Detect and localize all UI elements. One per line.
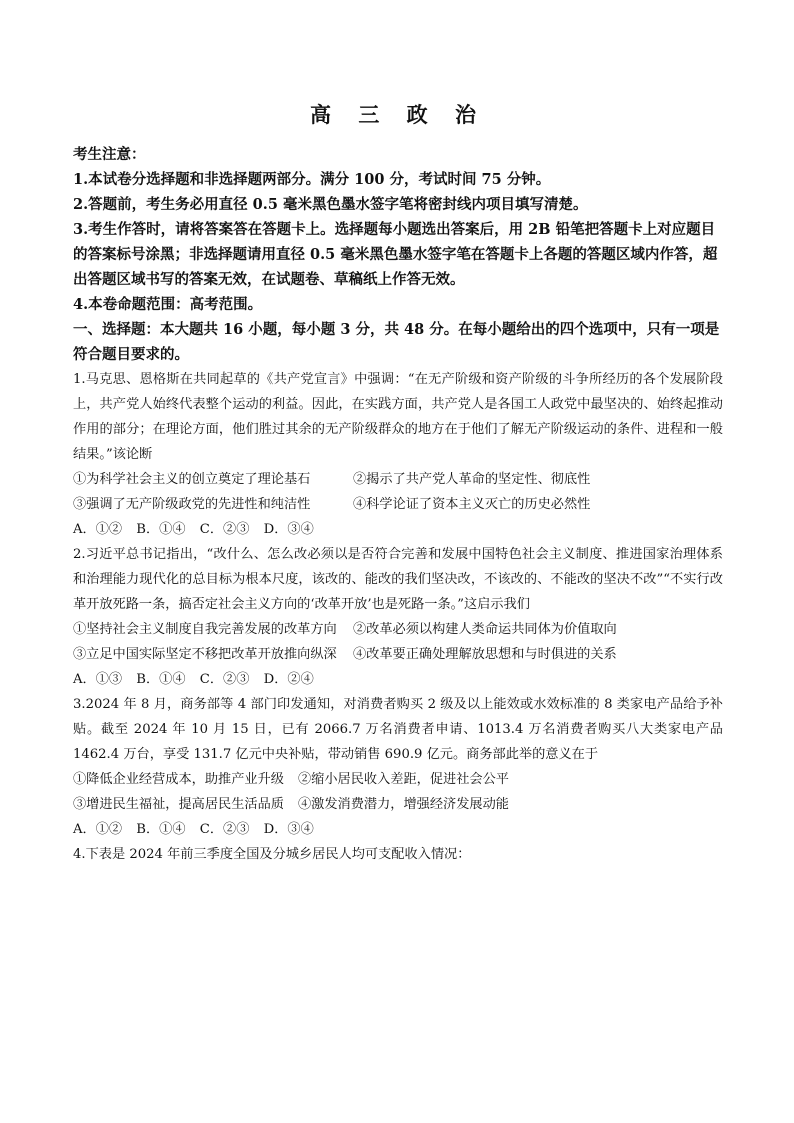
answer-choices <box>73 817 723 842</box>
answer-choices <box>73 667 723 692</box>
option-row <box>73 642 723 667</box>
option-row <box>73 792 723 817</box>
question-stem: 4.下表是 2024 年前三季度全国及分城乡居民人均可支配收入情况： <box>73 847 471 862</box>
option-2: ②揭示了共产党人革命的坚定性、彻底性 <box>353 472 591 487</box>
question-stem: 3.2024 年 8 月，商务部等 4 部门印发通知，对消费者购买 2 级及以上能效或水效标准的 8 类家电产品给予补贴。截至 2024 年 10 月 15 日，已有 2066.7 万名消费者申请、1013.4 万名消费者购买八大类家电产品 1462.4 万台，享受 131.7 亿元中央补贴，带动销售 690.9 亿元。商务部此举的意义在于 <box>73 697 723 762</box>
answer-a: A．①② <box>73 522 123 537</box>
option-4: ④科学论证了资本主义灭亡的历史必然性 <box>353 497 591 512</box>
notice-section <box>73 142 723 317</box>
option-4: ④激发消费潜力，增强经济发展动能 <box>298 797 509 812</box>
page-title: 高 三 政 治 <box>310 102 486 127</box>
option-3: ③增进民生福祉，提高居民生活品质 <box>73 797 284 812</box>
option-row <box>73 617 723 642</box>
option-1: ①为科学社会主义的创立奠定了理论基石 <box>73 472 311 487</box>
question-stem: 2.习近平总书记指出，“改什么、怎么改必须以是否符合完善和发展中国特色社会主义制度、推进国家治理体系和治理能力现代化的总目标为根本尺度，该改的、能改的我们坚决改，不该改的、不能改的坚决不改”“不实行改革开放死路一条，搞否定社会主义方向的‘改革开放’也是死路一条。”这启示我们 <box>73 547 723 612</box>
answer-a: A．①③ <box>73 672 123 687</box>
answer-b: B．①④ <box>136 672 186 687</box>
answer-c: C．②③ <box>199 522 250 537</box>
answer-choices <box>73 517 723 542</box>
option-3: ③立足中国实际坚定不移把改革开放推向纵深 <box>73 647 337 662</box>
option-1: ①降低企业经营成本，助推产业升级 <box>73 772 284 787</box>
notice-item: 2.答题前，考生务必用直径 0.5 毫米黑色墨水签字笔将密封线内项目填写清楚。 <box>73 196 588 213</box>
option-4: ④改革要正确处理解放思想和与时俱进的关系 <box>353 647 617 662</box>
option-row <box>73 467 723 492</box>
answer-d: D．③④ <box>263 822 314 837</box>
option-2: ②缩小居民收入差距，促进社会公平 <box>298 772 509 787</box>
option-row <box>73 492 723 517</box>
option-3: ③强调了无产阶级政党的先进性和纯洁性 <box>73 497 311 512</box>
answer-d: D．②④ <box>263 672 314 687</box>
exam-page <box>73 100 723 867</box>
notice-item: 4.本卷命题范围：高考范围。 <box>73 296 263 313</box>
notice-heading: 考生注意： <box>73 146 146 163</box>
answer-c: C．②③ <box>199 822 250 837</box>
answer-a: A．①② <box>73 822 123 837</box>
option-row <box>73 767 723 792</box>
question-stem: 1.马克思、恩格斯在共同起草的《共产党宣言》中强调：“在无产阶级和资产阶级的斗争所经历的各个发展阶段上，共产党人始终代表整个运动的利益。因此，在实践方面，共产党人是各国工人政党中最坚决的、始终起推动作用的部分；在理论方面，他们胜过其余的无产阶级群众的地方在于他们了解无产阶级运动的条件、进程和一般结果。”该论断 <box>73 372 723 462</box>
notice-item: 1.本试卷分选择题和非选择题两部分。满分 100 分，考试时间 75 分钟。 <box>73 171 551 188</box>
notice-item: 3.考生作答时，请将答案答在答题卡上。选择题每小题选出答案后，用 2B 铅笔把答题卡上对应题目的答案标号涂黑；非选择题请用直径 0.5 毫米黑色墨水签字笔在答题卡上各题的答题区域内作答，超出答题区域书写的答案无效，在试题卷、草稿纸上作答无效。 <box>73 221 718 288</box>
section-heading: 一、选择题：本大题共 16 小题，每小题 3 分，共 48 分。在每小题给出的四个选项中，只有一项是符合题目要求的。 <box>73 321 720 363</box>
answer-b: B．①④ <box>136 522 186 537</box>
question-4 <box>73 842 723 867</box>
option-2: ②改革必须以构建人类命运共同体为价值取向 <box>353 622 617 637</box>
answer-d: D．③④ <box>263 522 314 537</box>
question-1 <box>73 367 723 542</box>
answer-b: B．①④ <box>136 822 186 837</box>
question-3 <box>73 692 723 842</box>
option-1: ①坚持社会主义制度自我完善发展的改革方向 <box>73 622 337 637</box>
answer-c: C．②③ <box>199 672 250 687</box>
question-2 <box>73 542 723 692</box>
